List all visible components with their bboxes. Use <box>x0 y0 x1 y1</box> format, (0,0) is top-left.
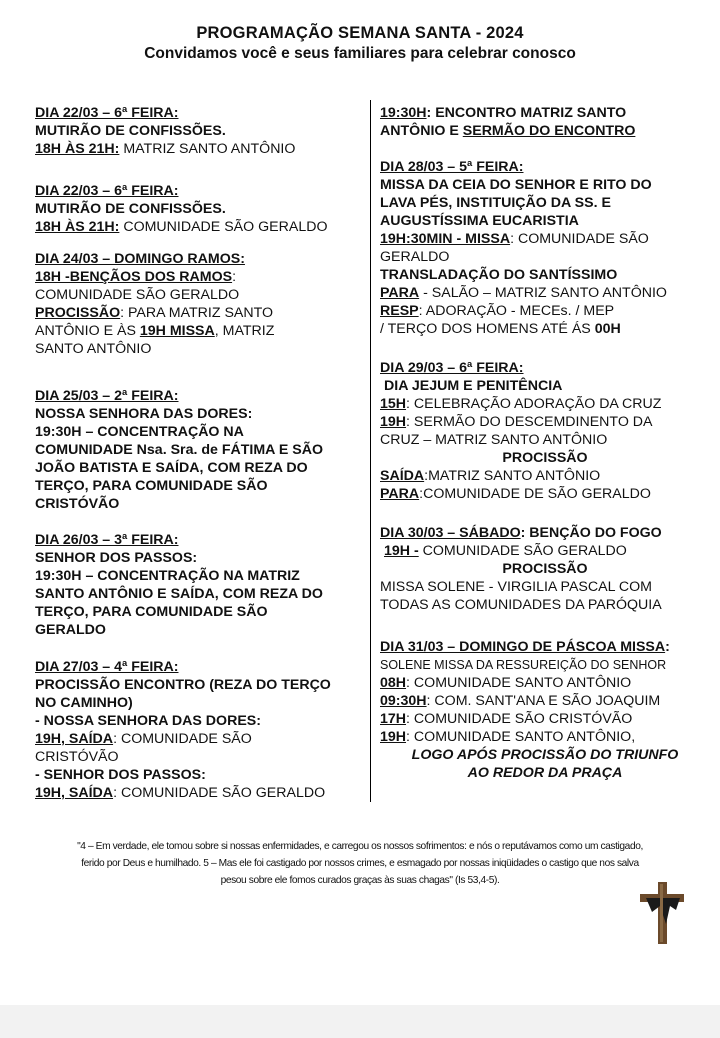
page-title: PROGRAMAÇÃO SEMANA SANTA - 2024 <box>196 24 524 42</box>
event-time: 15H <box>380 396 407 412</box>
event-line <box>380 485 710 503</box>
event-text: / TERÇO DOS HOMENS ATÉ ÁS <box>380 321 595 337</box>
event-time-line <box>35 218 365 236</box>
event-line <box>380 320 710 338</box>
event-time-line <box>35 140 365 158</box>
event-encontro <box>380 104 710 140</box>
event-label: RESP <box>380 303 419 319</box>
event-line: PROCISSÃO <box>502 450 588 466</box>
quote-line: "4 – Em verdade, ele tomou sobre si nossas enfermidades, e carregou os nossos sofrimentos: e nós o reputávamos como um castigado, <box>77 841 643 852</box>
event-22-03-matriz <box>35 104 365 158</box>
event-text: : BENÇÃO DO FOGO <box>520 525 662 541</box>
event-line: LOGO APÓS PROCISSÃO DO TRIUNFO <box>411 747 679 763</box>
event-line: CRISTÓVÃO <box>35 749 119 765</box>
event-label: PARA <box>380 285 420 301</box>
event-line <box>380 302 710 320</box>
event-line <box>380 413 710 431</box>
event-text: COMUNIDADE SÃO GERALDO <box>418 543 627 559</box>
event-text: : COMUNIDADE SÃO GERALDO <box>113 785 326 801</box>
event-date: DIA 25/03 – 2ª FEIRA: <box>35 388 179 404</box>
event-place: COMUNIDADE SÃO GERALDO <box>119 219 328 235</box>
event-line: MISSA DA CEIA DO SENHOR E RITO DO <box>380 177 652 193</box>
cross-with-cloth-icon <box>636 876 688 948</box>
event-line: NOSSA SENHORA DAS DORES: <box>35 406 253 422</box>
event-text: ANTÔNIO E ÀS <box>35 323 140 339</box>
event-date: DIA 27/03 – 4ª FEIRA: <box>35 659 179 675</box>
event-line: COMUNIDADE SÃO GERALDO <box>35 287 240 303</box>
event-29-03 <box>380 359 710 503</box>
event-30-03 <box>380 524 710 614</box>
event-line: AO REDOR DA PRAÇA <box>467 765 623 781</box>
event-31-03 <box>380 638 710 782</box>
event-line <box>35 268 365 286</box>
event-line: NO CAMINHO) <box>35 695 133 711</box>
event-time: 08H <box>380 675 407 691</box>
event-text: :COMUNIDADE DE SÃO GERALDO <box>419 486 651 502</box>
event-time: 19H - <box>384 543 419 559</box>
event-date: DIA 22/03 – 6ª FEIRA: <box>35 183 179 199</box>
event-text: : <box>665 639 670 655</box>
event-line: TERÇO, PARA COMUNIDADE SÃO <box>35 604 268 620</box>
event-line <box>380 674 710 692</box>
event-text: SERMÃO DO ENCONTRO <box>462 123 636 139</box>
event-line <box>35 730 365 748</box>
event-line: SANTO ANTÔNIO E SAÍDA, COM REZA DO <box>35 586 323 602</box>
event-text: : COM. SANT'ANA E SÃO JOAQUIM <box>426 693 661 709</box>
event-text: - SALÃO – MATRIZ SANTO ANTÔNIO <box>419 285 667 301</box>
event-line: CRISTÓVÃO <box>35 496 120 512</box>
event-line <box>35 304 365 322</box>
event-text: : COMUNIDADE SÃO <box>510 231 649 247</box>
event-line: 19:30H – CONCENTRAÇÃO NA MATRIZ <box>35 568 300 584</box>
event-date: DIA 22/03 – 6ª FEIRA: <box>35 105 179 121</box>
event-time: 19H:30MIN - MISSA <box>380 231 511 247</box>
event-time: 19H, SAÍDA <box>35 785 114 801</box>
header <box>0 24 720 63</box>
event-line: PROCISSÃO ENCONTRO (REZA DO TERÇO <box>35 677 331 693</box>
event-date: DIA 28/03 – 5ª FEIRA: <box>380 159 524 175</box>
event-line: AUGUSTÍSSIMA EUCARISTIA <box>380 213 579 229</box>
event-text: :MATRIZ SANTO ANTÔNIO <box>424 468 601 484</box>
event-label: PARA <box>380 486 420 502</box>
event-line: MISSA SOLENE - VIRGILIA PASCAL COM <box>380 579 653 595</box>
event-line <box>380 467 710 485</box>
event-26-03 <box>35 531 365 639</box>
bible-quote <box>40 838 680 889</box>
bottom-band <box>0 1005 720 1038</box>
event-time: 00H <box>594 321 621 337</box>
event-line <box>380 284 710 302</box>
event-time: 18H -BENÇÃOS DOS RAMOS <box>35 269 233 285</box>
event-date: DIA 24/03 – DOMINGO RAMOS: <box>35 251 245 267</box>
event-time: 19H MISSA <box>139 323 215 339</box>
event-line <box>380 104 710 122</box>
event-line <box>35 784 365 802</box>
event-name: MUTIRÃO DE CONFISSÕES. <box>35 201 226 217</box>
event-28-03 <box>380 158 710 338</box>
event-line: TERÇO, PARA COMUNIDADE SÃO <box>35 478 268 494</box>
event-text: ANTÔNIO E <box>380 123 463 139</box>
event-line <box>380 542 710 560</box>
event-line <box>380 230 710 248</box>
event-place: MATRIZ SANTO ANTÔNIO <box>119 141 296 157</box>
event-line: COMUNIDADE Nsa. Sra. de FÁTIMA E SÃO <box>35 442 323 458</box>
event-text: : ENCONTRO MATRIZ SANTO <box>426 105 627 121</box>
event-line: GERALDO <box>35 622 106 638</box>
event-line: JOÃO BATISTA E SAÍDA, COM REZA DO <box>35 460 308 476</box>
event-line: - NOSSA SENHORA DAS DORES: <box>35 713 261 729</box>
event-22-03-sao-geraldo <box>35 182 365 236</box>
event-line: TODAS AS COMUNIDADES DA PARÓQUIA <box>380 597 662 613</box>
event-time: 18H ÀS 21H: <box>35 141 120 157</box>
event-line: - SENHOR DOS PASSOS: <box>35 767 206 783</box>
event-line: CRUZ – MATRIZ SANTO ANTÔNIO <box>380 432 608 448</box>
event-25-03 <box>35 387 365 513</box>
event-text: : COMUNIDADE SÃO <box>113 731 252 747</box>
event-date: DIA 31/03 – DOMINGO DE PÁSCOA MISSA <box>380 639 666 655</box>
event-date: DIA 29/03 – 6ª FEIRA: <box>380 360 524 376</box>
event-date: DIA 26/03 – 3ª FEIRA: <box>35 532 179 548</box>
event-text: : COMUNIDADE SANTO ANTÔNIO, <box>406 729 636 745</box>
event-time: 09:30H <box>380 693 427 709</box>
event-text: : ADORAÇÃO - MECEs. / MEP <box>418 303 615 319</box>
event-24-03 <box>35 250 365 358</box>
event-line <box>35 322 365 340</box>
event-time: 19H <box>380 729 407 745</box>
event-time: 19H, SAÍDA <box>35 731 114 747</box>
event-line <box>380 728 710 746</box>
event-line: PROCISSÃO <box>502 561 588 577</box>
event-text: : <box>232 269 237 285</box>
event-line: DIA JEJUM E PENITÊNCIA <box>384 378 563 394</box>
event-line <box>380 122 710 140</box>
event-date-line <box>380 524 710 542</box>
event-text: : CELEBRAÇÃO ADORAÇÃO DA CRUZ <box>406 396 662 412</box>
quote-line: pesou sobre ele fomos curados graças às suas chagas" (Is 53,4-5). <box>220 875 500 886</box>
quote-line: ferido por Deus e humilhado. 5 – Mas ele foi castigado por nossos crimes, e esmagado por nossas iniqüidades o castigo que nos salva <box>81 858 639 869</box>
event-text: : COMUNIDADE SANTO ANTÔNIO <box>406 675 632 691</box>
event-label: SAÍDA <box>380 468 425 484</box>
event-line: TRANSLADAÇÃO DO SANTÍSSIMO <box>380 267 618 283</box>
event-text: , MATRIZ <box>214 323 275 339</box>
event-line: SENHOR DOS PASSOS: <box>35 550 198 566</box>
event-line <box>380 710 710 728</box>
event-time: 18H ÀS 21H: <box>35 219 120 235</box>
event-name: MUTIRÃO DE CONFISSÕES. <box>35 123 226 139</box>
event-text: : PARA MATRIZ SANTO <box>120 305 274 321</box>
event-line <box>380 395 710 413</box>
event-text: : SERMÃO DO DESCEMDINENTO DA <box>406 414 653 430</box>
event-line: GERALDO <box>380 249 450 265</box>
event-time: 19H <box>380 414 407 430</box>
event-time: 19:30H <box>380 105 427 121</box>
page-subtitle: Convidamos você e seus familiares para celebrar conosco <box>144 45 576 62</box>
column-divider <box>370 100 371 802</box>
event-line <box>380 692 710 710</box>
event-line: SOLENE MISSA DA RESSUREIÇÃO DO SENHOR <box>380 658 667 672</box>
event-line: 19:30H – CONCENTRAÇÃO NA <box>35 424 244 440</box>
event-27-03 <box>35 658 365 802</box>
event-text: : COMUNIDADE SÃO CRISTÓVÃO <box>406 711 633 727</box>
event-label: PROCISSÃO <box>35 305 121 321</box>
event-line: LAVA PÉS, INSTITUIÇÃO DA SS. E <box>380 195 611 211</box>
event-time: 17H <box>380 711 407 727</box>
event-date: DIA 30/03 – SÁBADO <box>380 525 521 541</box>
event-date-line <box>380 638 710 656</box>
event-line: SANTO ANTÔNIO <box>35 341 152 357</box>
